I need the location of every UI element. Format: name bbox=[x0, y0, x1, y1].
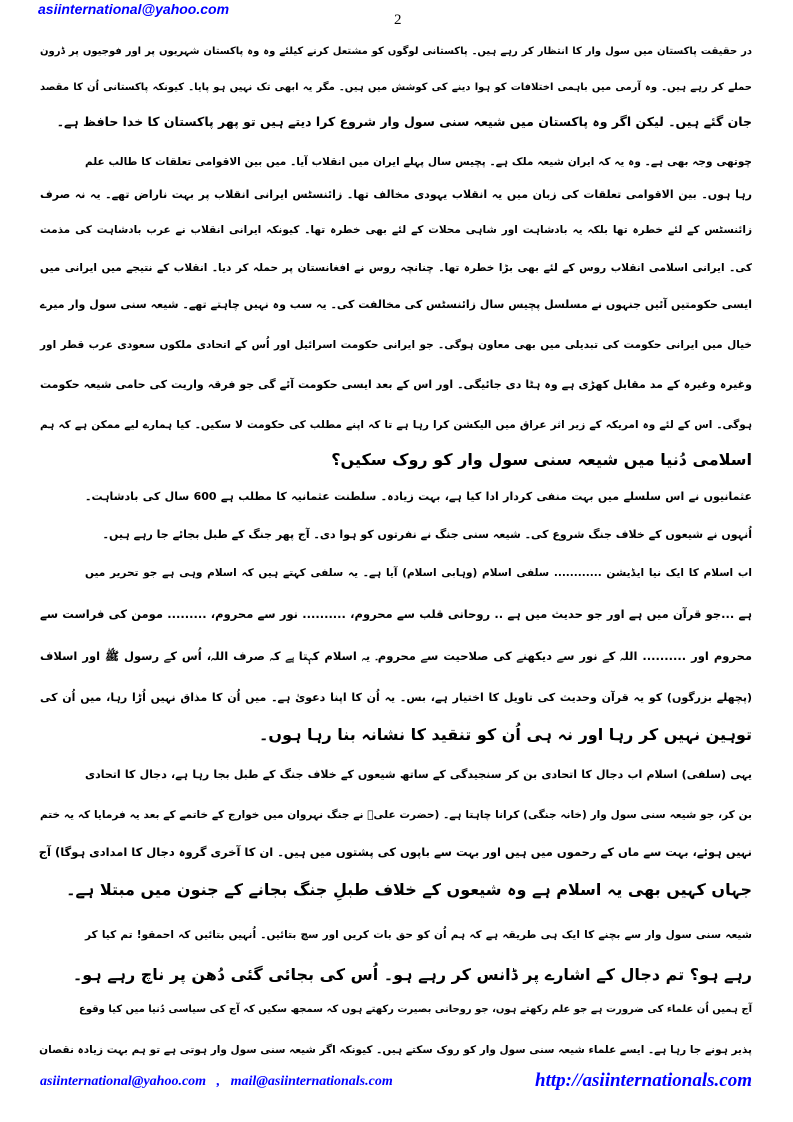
text-line: توہین نہیں کر رہا اور نہ ہی اُن کو تنقید کا نشانہ بنا رہا ہوں۔ bbox=[259, 725, 752, 744]
text-line: زائنسٹس کے لئے خطرہ تھا بلکہ یہ بادشاہت اور شاہی محلات کے لئے بھی خطرہ تھا۔ کیونکہ ایرانی انقلاب نے عرب بادشاہت کی مذمت bbox=[40, 224, 752, 236]
text-line: ہوگی۔ اس کے لئے وہ امریکہ کے زیر اثر عراق میں الیکشن کرا رہا ہے تا کہ اپنے مطلب کی حکومت لا سکیں۔ کیا ہمارے لیے ممکن ہے کہ ہم bbox=[40, 419, 752, 431]
text-line: یہی (سلفی) اسلام اب دجال کا اتحادی بن کر سنجیدگی کے ساتھ شیعوں کے خلاف جنگ کے طبل بجا رہا ہے، دجال کا اتحادی bbox=[85, 768, 752, 781]
text-line: کی۔ ایرانی اسلامی انقلاب روس کے لئے بھی بڑا خطرہ تھا۔ چنانچہ روس نے افغانستان پر حملہ کر دیا۔ انقلاب کے نتیجے میں ایرانی میں bbox=[40, 262, 752, 274]
text-line: بن کر، جو شیعہ سنی سول وار (خانہ جنگی) کرانا چاہتا ہے۔ (حضرت علیؑ نے جنگ نہروان میں خوارج کے خاتمے کے بعد یہ فرمایا کہ یہ ختم bbox=[40, 809, 752, 821]
text-line: اسلامی دُنیا میں شیعہ سنی سول وار کو روک سکیں؟ bbox=[331, 450, 752, 469]
text-line: جہاں کہیں بھی یہ اسلام ہے وہ شیعوں کے خلاف طبلِ جنگ بجانے کے جنون میں مبتلا ہے۔ bbox=[66, 880, 752, 899]
text-line: ایسی حکومتیں آئیں جنہوں نے مسلسل پچیس سال زائنسٹس کی مخالفت کی۔ یہ سب وہ نہیں چاہتے تھے۔ شیعہ سنی سول وار میرے bbox=[40, 298, 752, 311]
text-line: پذیر ہونے جا رہا ہے۔ ایسے علماء شیعہ سنی سول وار کو روک سکتے ہیں۔ کیونکہ اگر شیعہ سنی سول وار ہوتی ہے تو ہم بہت زیادہ نقصان bbox=[39, 1044, 752, 1056]
footer-contacts bbox=[40, 1074, 393, 1090]
text-line: آج ہمیں اُن علماء کی ضرورت ہے جو علم رکھتے ہوں، جو روحانی بصیرت رکھتے ہوں کہ سمجھ سکیں کہ آج کی سیاسی دُنیا میں کیا وقوع bbox=[79, 1004, 752, 1015]
footer-separator: , bbox=[216, 1074, 221, 1089]
text-line: محروم اور .......... اللہ کے نور سے دیکھنے کی صلاحیت سے محروم۔ یہ اسلام کہتا ہے کہ صرف اللہ، اُس کے رسول ﷺ اور اسلاف bbox=[40, 649, 752, 663]
text-line: اب اسلام کا ایک نیا ایڈیشن ............ سلفی اسلام (وہابی اسلام) آیا ہے۔ یہ سلفی کہتے ہیں کہ اسلام وہی ہے جو تحریر میں bbox=[85, 567, 752, 579]
text-line: رہا ہوں۔ بین الاقوامی تعلقات کی زبان میں یہ انقلاب یہودی مخالف تھا۔ زائنسٹس ایرانی انقلاب پر بہت ناراض تھے۔ یہ نہ صرف bbox=[40, 188, 752, 201]
text-line: رہے ہو؟ تم دجال کے اشارے پر ڈانس کر رہے ہو۔ اُس کی بجائی گئی دُھن پر ناچ رہے ہو۔ bbox=[72, 965, 752, 984]
text-line: خیال میں ایرانی حکومت کی تبدیلی میں بھی معاون ہوگی۔ جو ایرانی حکومت اسرائیل اور اُس کے اتحادی ملکوں سعودی عرب قطر اور bbox=[40, 339, 752, 351]
header-email-link[interactable]: asiinternational@yahoo.com bbox=[38, 1, 230, 17]
text-line: (پچھلے بزرگوں) کو یہ قرآن وحدیث کی تاویل کا اختیار ہے، بس۔ یہ اُن کا اپنا دعویٰ ہے۔ میں اُن کا مذاق نہیں اُڑا رہا، میں اُن کی bbox=[40, 691, 752, 704]
text-line: عثمانیوں نے اس سلسلے میں بہت منفی کردار ادا کیا ہے، بہت زیادہ۔ سلطنت عثمانیہ کا مطلب ہے 600 سال کی بادشاہت۔ bbox=[85, 490, 752, 503]
footer-email-mail-link[interactable]: mail@asiinternationals.com bbox=[230, 1074, 393, 1089]
text-line: جان گئے ہیں۔ لیکن اگر وہ پاکستان میں شیعہ سنی سول وار شروع کرا دیتے ہیں تو پھر پاکستان کا خدا حافظ ہے۔ bbox=[56, 114, 752, 129]
text-line: وغیرہ وغیرہ کے مد مقابل کھڑی ہے وہ ہٹا دی جائیگی۔ اور اس کے بعد ایسی حکومت آئے گی جو فرقہ واریت کی حامی شیعہ حکومت bbox=[40, 378, 752, 391]
text-line: نہیں ہوئے، بہت سے ماں کے رحموں میں ہیں اور بہت سے باپوں کی پشتوں میں ہیں۔ ان کا آخری گروہ دجال کا امدادی ہوگا) آج bbox=[38, 845, 752, 859]
text-line: شیعہ سنی سول وار سے بچنے کا ایک ہی طریقہ ہے کہ ہم اُن کو حق بات کریں اور سچ بتائیں۔ اُنہیں بتائیں کہ احمقو! تم کیا کر bbox=[85, 929, 752, 941]
text-line: در حقیقت پاکستان میں سول وار کا انتظار کر رہے ہیں۔ پاکستانی لوگوں کو مشتعل کرنے کیلئے وہ وہ پاکستان شہریوں پر اور فوجیوں پر ڈرون bbox=[40, 46, 752, 57]
page-number: 2 bbox=[394, 12, 402, 28]
footer-email-yahoo-link[interactable]: asiinternational@yahoo.com bbox=[40, 1074, 207, 1089]
text-line: چوتھی وجہ بھی ہے۔ وہ یہ کہ ایران شیعہ ملک ہے۔ پچیس سال پہلے ایران میں انقلاب آیا۔ میں بین الاقوامی تعلقات کا طالب علم bbox=[85, 156, 752, 168]
text-line: ہے ...جو قرآن میں ہے اور جو حدیث میں ہے .. روحانی قلب سے محروم، .......... نور سے محروم، ......... مومن کی فراست سے bbox=[40, 607, 752, 621]
footer-website-link[interactable]: http://asiinternationals.com bbox=[535, 1070, 752, 1091]
text-line: حملے کر رہے ہیں۔ وہ آرمی میں باہمی اختلافات کو ہوا دینے کی کوشش میں ہیں۔ مگر یہ ابھی تک نہیں ہو پایا۔ کیونکہ پاکستانی اُن کا مقصد bbox=[40, 82, 752, 93]
text-line: اُنہوں نے شیعوں کے خلاف جنگ شروع کی۔ شیعہ سنی جنگ نے نفرتوں کو ہوا دی۔ آج پھر جنگ کے طبل بجائے جا رہے ہیں۔ bbox=[102, 528, 752, 541]
